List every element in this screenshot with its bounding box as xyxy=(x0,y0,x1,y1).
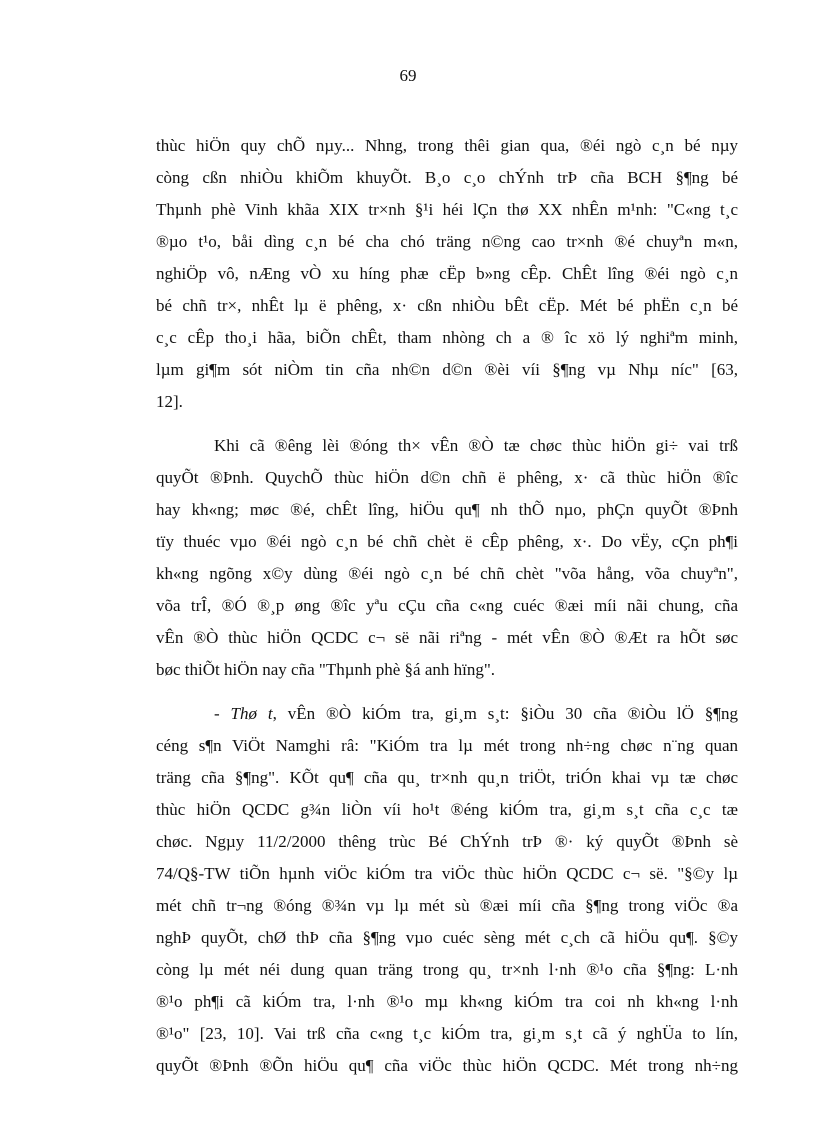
page-number: 69 xyxy=(399,66,417,85)
paragraph-1-line-7: c¸c cÊp tho¸i hãa, biÕn chÊt, tham nhòng ch a ® îc xö lý nghiªm minh, xyxy=(156,328,738,347)
paragraph-3-line-1 xyxy=(214,699,738,729)
paragraph-3-italic-term: Thø t xyxy=(230,704,273,723)
paragraph-3-line-8: nghÞ quyÕt, chØ thÞ cña §¶ng vµo cuéc sèng mét c¸ch cã hiÖu qu¶. §©y xyxy=(156,928,738,947)
paragraph-3-lead: - xyxy=(214,704,231,723)
paragraph-3-line-11: ®¹o" [23, 10]. Vai trß cña c«ng t¸c kiÓm tra, gi¸m s¸t cã ý nghÜa to lín, xyxy=(156,1024,738,1043)
paragraph-3-line-9: còng lµ mét néi dung quan träng trong qu¸ tr×nh l·nh ®¹o cña §¶ng: L·nh xyxy=(156,960,738,979)
paragraph-1-line-5: nghiÖp vô, nÆng vÒ xu híng phæ cËp b»ng cÊp. ChÊt lîng ®éi ngò c¸n xyxy=(156,264,738,283)
paragraph-3-line-1-text: , vÊn ®Ò kiÓm tra, gi¸m s¸t: §iÒu 30 cña ®iÒu lÖ §¶ng xyxy=(272,704,738,723)
paragraph-2-line-2: quyÕt ®Þnh. QuychÕ thùc hiÖn d©n chñ ë phêng, x· cã thùc hiÖn ®îc xyxy=(156,468,738,487)
paragraph-1-line-4: ®µo t¹o, båi dìng c¸n bé cha chó träng n©ng cao tr×nh ®é chuyªn m«n, xyxy=(156,232,738,251)
paragraph-1-line-3: Thµnh phè Vinh khãa XIX tr×nh §¹i héi lÇn thø XX nhÊn m¹nh: "C«ng t¸c xyxy=(156,200,738,219)
paragraph-2-line-8: bøc thiÕt hiÖn nay cña "Thµnh phè §á anh hïng". xyxy=(156,660,496,679)
paragraph-3-line-3: träng cña §¶ng". KÕt qu¶ cña qu¸ tr×nh qu¸n triÖt, triÓn khai vµ tæ chøc xyxy=(156,768,738,787)
paragraph-2-line-1: Khi cã ®êng lèi ®óng th× vÊn ®Ò tæ chøc thùc hiÖn gi÷ vai trß xyxy=(214,436,738,455)
paragraph-3-line-6: 74/Q§-TW tiÕn hµnh viÖc kiÓm tra viÖc thùc hiÖn QCDC c¬ së. "§©y lµ xyxy=(156,864,738,883)
paragraph-3-line-4: thùc hiÖn QCDC g¾n liÒn víi ho¹t ®éng kiÓm tra, gi¸m s¸t cña c¸c tæ xyxy=(156,800,738,819)
paragraph-2-line-3: hay kh«ng; møc ®é, chÊt lîng, hiÖu qu¶ nh thÕ nµo, phÇn quyÕt ®Þnh xyxy=(156,500,738,519)
paragraph-1-line-1: thùc hiÖn quy chÕ nµy... Nhng, trong thêi gian qua, ®éi ngò c¸n bé nµy xyxy=(156,136,738,155)
paragraph-1-line-9: 12]. xyxy=(156,392,183,411)
paragraph-3-line-5: chøc. Ngµy 11/2/2000 thêng trùc Bé ChÝnh trÞ ®· ký quyÕt ®Þnh sè xyxy=(156,832,738,851)
paragraph-2-line-5: kh«ng ngõng x©y dùng ®éi ngò c¸n bé chñ chèt "võa hång, võa chuyªn", xyxy=(156,564,738,583)
paragraph-1-line-2: còng cßn nhiÒu khiÕm khuyÕt. B¸o c¸o chÝnh trÞ cña BCH §¶ng bé xyxy=(156,168,738,187)
paragraph-3-line-2: céng s¶n ViÖt Namghi râ: "KiÓm tra lµ mét trong nh÷ng chøc n¨ng quan xyxy=(156,736,738,755)
paragraph-3-line-7: mét chñ tr¬ng ®óng ®¾n vµ lµ mét sù ®æi míi cña §¶ng trong viÖc ®a xyxy=(156,896,738,915)
paragraph-2-line-6: võa trÎ, ®Ó ®¸p øng ®îc yªu cÇu cña c«ng cuéc ®æi míi nãi chung, cña xyxy=(156,596,738,615)
paragraph-2-line-7: vÊn ®Ò thùc hiÖn QCDC c¬ së nãi riªng - mét vÊn ®Ò ®Æt ra hÕt søc xyxy=(156,628,738,647)
paragraph-3-line-10: ®¹o ph¶i cã kiÓm tra, l·nh ®¹o mµ kh«ng kiÓm tra coi nh kh«ng l·nh xyxy=(156,992,738,1011)
paragraph-3-line-12: quyÕt ®Þnh ®Õn hiÖu qu¶ cña viÖc thùc hiÖn QCDC. Mét trong nh÷ng xyxy=(156,1056,738,1075)
paragraph-1-line-8: lµm gi¶m sót niÒm tin cña nh©n d©n ®èi víi §¶ng vµ Nhµ níc" [63, xyxy=(156,360,738,379)
paragraph-1-line-6: bé chñ tr×, nhÊt lµ ë phêng, x· cßn nhiÒu bÊt cËp. Mét bé phËn c¸n bé xyxy=(156,296,738,315)
paragraph-2-line-4: tïy thuéc vµo ®éi ngò c¸n bé chñ chèt ë cÊp phêng, x·. Do vËy, cÇn ph¶i xyxy=(156,532,738,551)
